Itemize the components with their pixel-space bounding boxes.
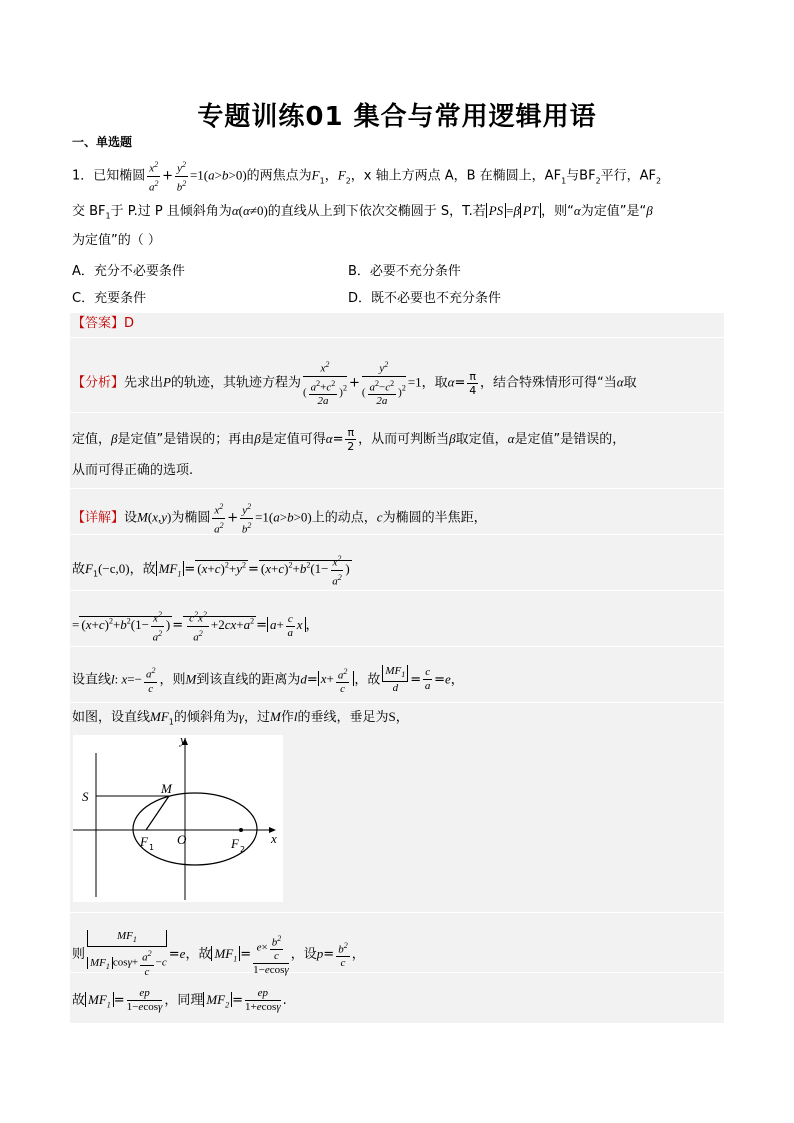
- divider: [70, 488, 724, 489]
- segment-mf1: [146, 796, 169, 830]
- answer-tag: 【答案】: [72, 316, 125, 331]
- analysis-tag: 【分析】: [72, 375, 125, 391]
- analysis-line-2: 定值，β是定值”是错误的；再由β是定值可得α= $\frac{\pi}{2}$ ，从而可判断当β取定值，α是定值”是错误的，: [72, 426, 626, 453]
- page-title: 专题训练01 集合与常用逻辑用语: [197, 102, 597, 132]
- option-c[interactable]: C．充要条件: [72, 291, 147, 306]
- question-line-2: 交 $BF_1$于 P.过 P 且倾斜角为α(α≠0)的直线从上到下依次交椭圆于 S，T.若 PS =β PT ，则“α为定值”是“β: [72, 203, 653, 221]
- option-a[interactable]: A．充分不必要条件: [72, 264, 185, 279]
- analysis-line-3: 从而可得正确的选项.: [72, 463, 194, 478]
- divider: [70, 702, 724, 703]
- option-b[interactable]: B．必要不充分条件: [348, 264, 461, 279]
- f1-label: F: [140, 834, 148, 849]
- divider: [70, 912, 724, 913]
- question-line-1: 1．已知椭圆 $\frac{x^2}{a^2}$ + $\frac{y^2}{b^2}$ =1(a>b>0)的两焦点为$F_1$，$F_2$，x 轴上方两点 A，B 在椭圆上，$AF_1$与$BF_2$平行，$AF_2$: [72, 160, 662, 194]
- divider: [70, 646, 724, 647]
- ellipse-curve: [133, 793, 257, 865]
- o-label: O: [177, 832, 187, 847]
- x-label: x: [271, 831, 277, 846]
- divider: [70, 412, 724, 413]
- m-label: M: [161, 781, 172, 796]
- trajectory-y-term: $y^2$ ( $\frac{a^2-c^2}{2a}$ )$^2$: [361, 360, 406, 408]
- question-line-3: 为定值”的（ ）: [72, 233, 161, 248]
- f1-subscript: 1: [149, 843, 155, 852]
- question-number: 1．已知椭圆: [72, 168, 146, 184]
- f2-label: F: [231, 836, 239, 851]
- option-d[interactable]: D．既不必要也不充分条件: [348, 291, 502, 306]
- focus-f2-point: [239, 828, 243, 832]
- ellipse-x-term: $\frac{x^2}{a^2}$: [148, 160, 159, 194]
- s-label: S: [82, 789, 89, 804]
- section-heading: 一、单选题: [72, 135, 133, 149]
- trajectory-x-term: $x^2$ ( $\frac{a^2+c^2}{2a}$ )$^2$: [303, 360, 347, 408]
- f2-subscript: 2: [240, 845, 246, 854]
- ellipse-y-term: $\frac{y^2}{b^2}$: [176, 160, 187, 194]
- detail-line-7: 故 $MF_1$ = $\frac{ep}{1-ecos\gamma}$ ，同理 $MF_2$ = $\frac{ep}{1+ecos\gamma}$ .: [72, 987, 287, 1013]
- detail-line-6: 则 $MF_1$ $MF_1$ cosγ+ $\frac{a^2}{c}$ −c =e，故 $MF_1$ = e× $\frac{b^2}{c}$ 1−ecosγ ，设p= $\frac{b^2}{c}$ ，: [72, 930, 365, 978]
- ellipse-diagram: [73, 735, 283, 902]
- analysis-line-1: 【分析】先求出P的轨迹，其轨迹方程为 $x^2$ ( $\frac{a^2+c^2}{2a}$ )$^2$ + $y^2$ ( $\frac{a^2-c^2}{2a}$ )$^2$ =1，取α= $\frac{\pi}{4}$ ，结合特殊情形可得“当α取: [72, 360, 637, 408]
- detail-tag: 【详解】: [72, 510, 125, 526]
- answer-value: D: [124, 316, 135, 331]
- ellipse-figure: [73, 735, 283, 902]
- detail-line-3: = $(x+c)^2+b^2(1-$ $\frac{x^2}{a^2}$ ) = $\frac{c^2x^2}{a^2}$ $+2cx+a^2 = a+$ $\frac{c}{a}$ x ，: [72, 610, 319, 644]
- y-label: y: [180, 735, 186, 747]
- detail-line-4: 设直线l: x=− $\frac{a^2}{c}$ ，则M到该直线的距离为d= x+ $\frac{a^2}{c}$ ，故 $\frac{MF_1}{d}$ = $\frac{c}{a}$ =e，: [72, 664, 464, 696]
- detail-line-2: 故$F_1(-c,0)$，故 $MF_1 = (x+c)^2+y^2 = (x+c)^2+b^2(1-$ $\frac{x^2}{a^2}$ ): [72, 554, 350, 588]
- detail-line-5: 如图，设直线$MF_1$的倾斜角为γ，过M作l的垂线，垂足为S，: [72, 709, 409, 727]
- divider: [70, 337, 724, 338]
- answer-line: [72, 315, 134, 333]
- detail-line-1: 【详解】设M(x,y)为椭圆 $\frac{x^2}{a^2}$ + $\frac{y^2}{b^2}$ =1(a>b>0)上的动点，c为椭圆的半焦距，: [72, 502, 487, 536]
- divider: [70, 590, 724, 591]
